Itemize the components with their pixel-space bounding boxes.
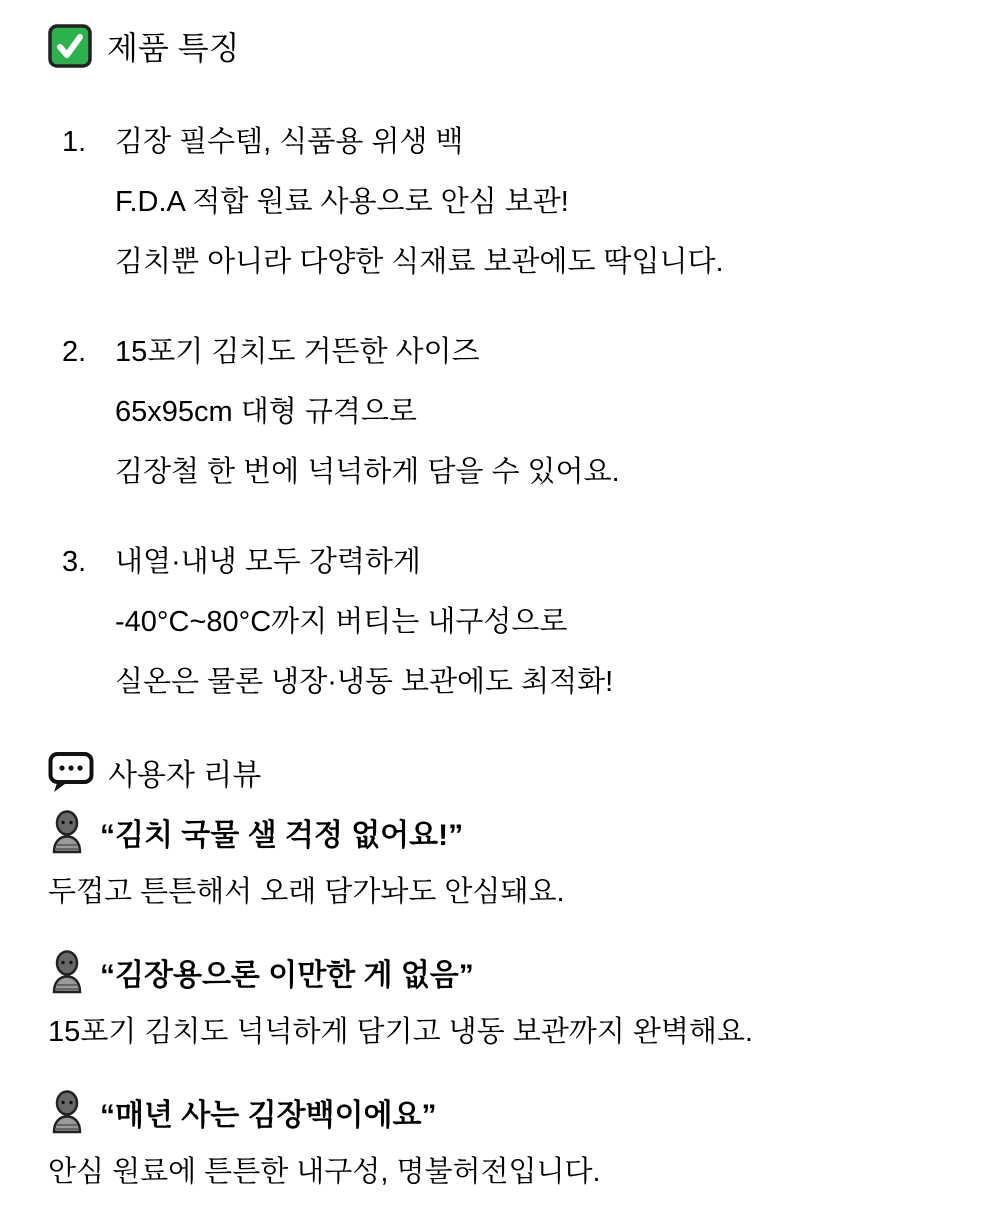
feature-number: 1. xyxy=(62,126,87,158)
feature-line: 실온은 물론 냉장·냉동 보관에도 최적화! xyxy=(115,666,614,698)
feature-line: F.D.A 적합 원료 사용으로 안심 보관! xyxy=(115,186,569,218)
speech-bubble-icon xyxy=(48,751,94,793)
feature-line: 김장철 한 번에 넉넉하게 담을 수 있어요. xyxy=(115,456,620,488)
review-quote: “매년 사는 김장백이에요” xyxy=(100,1099,437,1132)
user-reviews-header xyxy=(48,742,980,802)
feature-item xyxy=(48,322,980,502)
features-list xyxy=(48,112,980,712)
person-bust-icon xyxy=(48,1090,86,1134)
feature-line: 내열·내냉 모두 강력하게 xyxy=(115,546,421,578)
feature-line: 김장 필수템, 식품용 위생 백 xyxy=(115,126,464,158)
review-quote-line xyxy=(48,942,980,1002)
review-quote: “김치 국물 샐 걱정 없어요!” xyxy=(100,819,464,852)
check-icon xyxy=(48,24,92,68)
product-features-header xyxy=(48,22,980,70)
person-bust-icon xyxy=(48,810,86,854)
review-comment: 두껍고 튼튼해서 오래 담가놔도 안심돼요. xyxy=(48,876,565,908)
feature-line: 김치뿐 아니라 다양한 식재료 보관에도 딱입니다. xyxy=(115,246,724,278)
feature-item xyxy=(48,112,980,292)
review-comment: 안심 원료에 튼튼한 내구성, 명불허전입니다. xyxy=(48,1156,601,1188)
feature-number: 3. xyxy=(62,546,87,578)
review-block xyxy=(48,1082,980,1202)
review-quote: “김장용으론 이만한 게 없음” xyxy=(100,959,474,992)
review-quote-line xyxy=(48,802,980,862)
review-comment: 15포기 김치도 넉넉하게 담기고 냉동 보관까지 완벽해요. xyxy=(48,1016,753,1048)
feature-number: 2. xyxy=(62,336,87,368)
review-quote-line xyxy=(48,1082,980,1142)
feature-line: 15포기 김치도 거뜬한 사이즈 xyxy=(115,336,480,368)
features-title: 제품 특징 xyxy=(107,30,240,66)
feature-line: 65x95cm 대형 규격으로 xyxy=(115,396,417,428)
review-block xyxy=(48,942,980,1062)
feature-item xyxy=(48,532,980,712)
person-bust-icon xyxy=(48,950,86,994)
reviews-title: 사용자 리뷰 xyxy=(108,759,262,792)
feature-line: -40°C~80°C까지 버티는 내구성으로 xyxy=(115,606,568,638)
review-block xyxy=(48,802,980,922)
